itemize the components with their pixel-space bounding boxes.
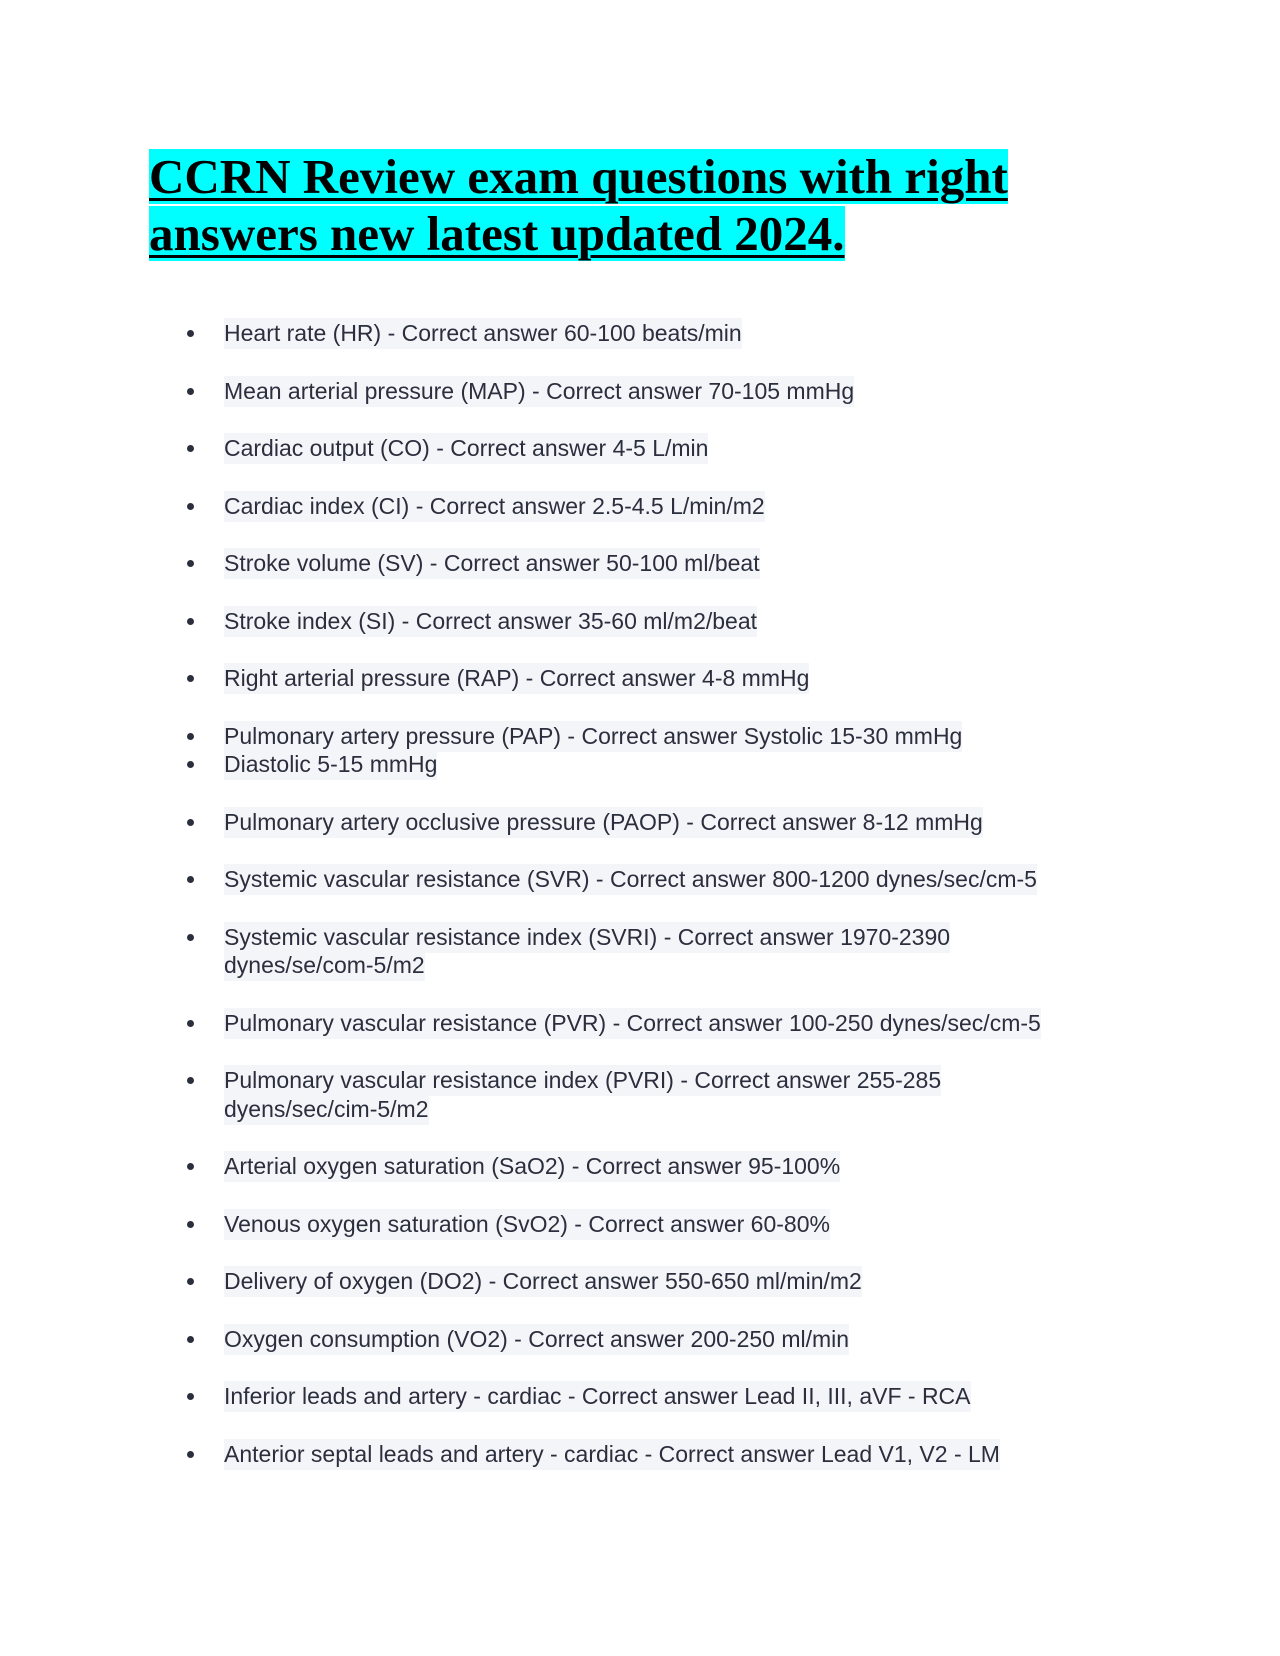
answer-list	[0, 319, 1041, 1497]
list-item: Pulmonary artery occlusive pressure (PAOP) - Correct answer 8-12 mmHg	[0, 808, 1041, 837]
list-item: Right arterial pressure (RAP) - Correct answer 4-8 mmHg	[0, 664, 1041, 693]
list-item: Pulmonary vascular resistance (PVR) - Correct answer 100-250 dynes/sec/cm-5	[0, 1009, 1041, 1038]
list-item: Diastolic 5-15 mmHg	[0, 750, 1041, 779]
list-item: Stroke index (SI) - Correct answer 35-60 ml/m2/beat	[0, 607, 1041, 636]
list-item: Inferior leads and artery - cardiac - Correct answer Lead II, III, aVF - RCA	[0, 1382, 1041, 1411]
document-title: CCRN Review exam questions with right answers new latest updated 2024.	[149, 149, 1008, 261]
list-item: Pulmonary vascular resistance index (PVRI) - Correct answer 255-285 dyens/sec/cim-5/m2	[0, 1066, 1041, 1123]
list-item: Venous oxygen saturation (SvO2) - Correct answer 60-80%	[0, 1210, 1041, 1239]
list-item: Oxygen consumption (VO2) - Correct answer 200-250 ml/min	[0, 1325, 1041, 1354]
list-item: Heart rate (HR) - Correct answer 60-100 beats/min	[0, 319, 1041, 348]
list-item: Stroke volume (SV) - Correct answer 50-100 ml/beat	[0, 549, 1041, 578]
list-item: Systemic vascular resistance index (SVRI) - Correct answer 1970-2390 dynes/se/com-5/m2	[0, 923, 1041, 980]
list-item: Arterial oxygen saturation (SaO2) - Correct answer 95-100%	[0, 1152, 1041, 1181]
list-item: Anterior septal leads and artery - cardiac - Correct answer Lead V1, V2 - LM	[0, 1440, 1041, 1469]
list-item: Pulmonary artery pressure (PAP) - Correct answer Systolic 15-30 mmHg	[0, 722, 1041, 751]
list-item: Cardiac output (CO) - Correct answer 4-5 L/min	[0, 434, 1041, 463]
list-item: Mean arterial pressure (MAP) - Correct answer 70-105 mmHg	[0, 377, 1041, 406]
list-item: Delivery of oxygen (DO2) - Correct answer 550-650 ml/min/m2	[0, 1267, 1041, 1296]
list-item: Systemic vascular resistance (SVR) - Correct answer 800-1200 dynes/sec/cm-5	[0, 865, 1041, 894]
list-item: Cardiac index (CI) - Correct answer 2.5-4.5 L/min/m2	[0, 492, 1041, 521]
